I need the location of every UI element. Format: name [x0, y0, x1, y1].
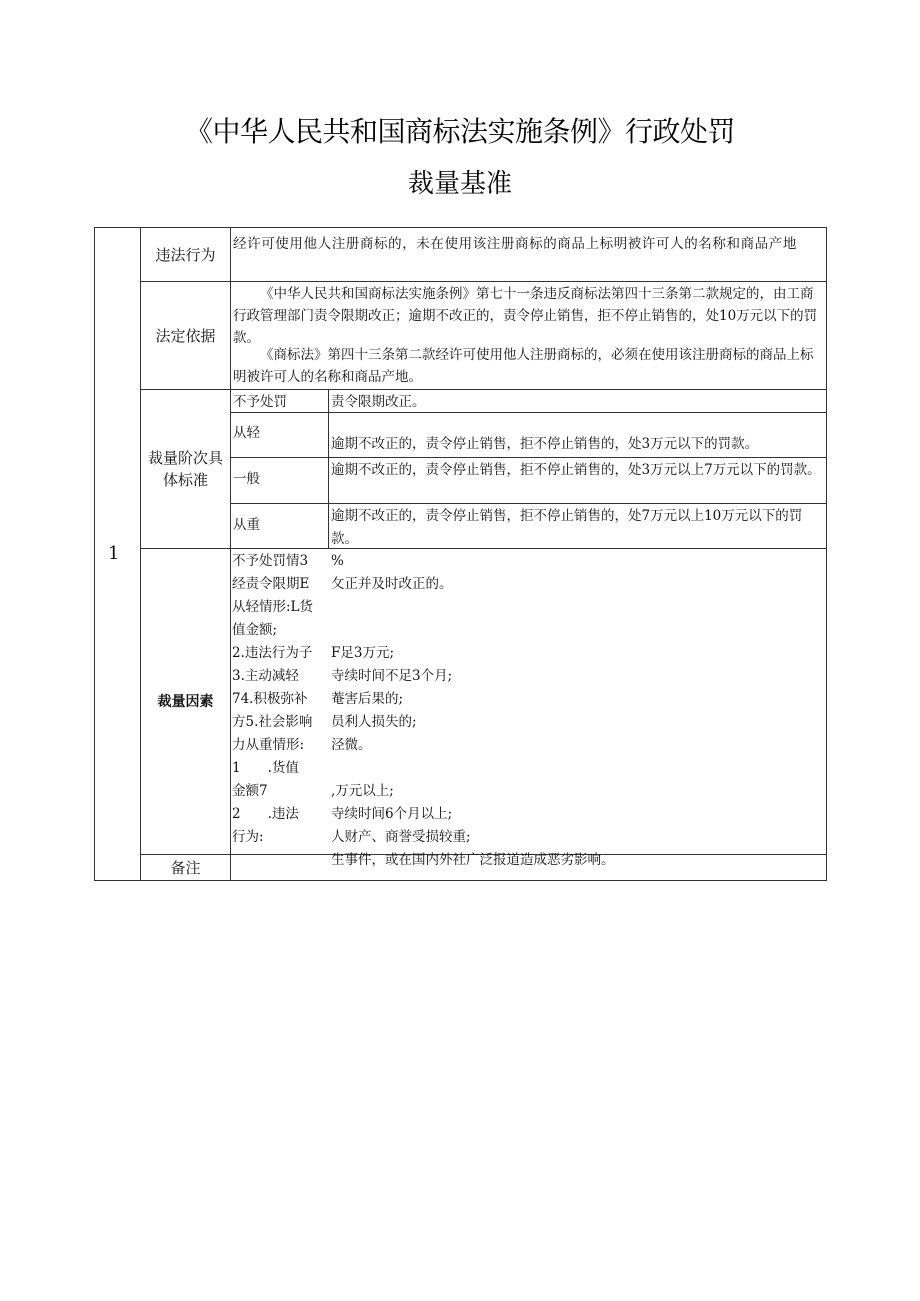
factor-left-line: 金额7: [232, 783, 268, 799]
factor-right-line: 攵正并及时改正的。: [331, 576, 453, 592]
factor-left-line: 力从重情形:: [232, 737, 305, 753]
table-border-right: [826, 227, 827, 881]
factors-left-column: [232, 550, 328, 853]
level-name: 从轻: [233, 425, 260, 441]
level-name: 不予处罚: [233, 394, 287, 410]
factor-right-line: [331, 757, 825, 780]
level-standard: 责令限期改正。: [331, 394, 426, 410]
factor-left-line: 行为:: [232, 829, 264, 845]
factor-left-line: 1 .货值: [232, 760, 299, 776]
row-divider-2: [140, 389, 827, 390]
violation-content: 经许可使用他人注册商标的，未在使用该注册商标的商品上标明被许可人的名称和商品产地: [233, 236, 797, 252]
factor-left-line: 2.违法行为子: [232, 645, 313, 661]
factor-left-line: 74.积极弥补: [232, 691, 308, 707]
factor-right-line: 生事件，或在国内外社广泛报道造成恶劣影响。: [331, 852, 615, 868]
column-divider-2: [230, 227, 231, 881]
discretion-levels-label: 裁量阶次具体标准: [147, 449, 223, 489]
remarks-content: [233, 856, 825, 879]
row-divider-level-1: [230, 412, 827, 413]
row-divider-level-3: [230, 503, 827, 504]
factor-left-line: 3.主动减轻: [232, 668, 299, 684]
legal-basis-paragraph-2: 《商标法》第四十三条第二款经许可使用他人注册商标的，必须在使用该注册商标的商品上标明被许可人的名称和商品产地。: [233, 347, 814, 385]
factor-left-line: 2 .违法: [232, 806, 299, 822]
violation-label: 违法行为: [155, 245, 216, 264]
factor-right-line: 寺续时间6个月以上;: [331, 806, 453, 822]
row-divider-1: [140, 281, 827, 282]
factors-right-column: [331, 550, 825, 868]
level-standard: 逾期不改正的，责令停止销售，拒不停止销售的，处3万元以下的罚款。: [331, 436, 759, 452]
table-border-left: [94, 227, 95, 881]
level-standard: 逾期不改正的，责令停止销售，拒不停止销售的，处7万元以上10万元以下的罚款。: [331, 508, 803, 547]
factor-right-line: [331, 596, 825, 619]
factor-right-line: 人财产、商誉受损较重;: [331, 829, 471, 845]
factor-right-line: 寺续时间不足3个月;: [331, 668, 453, 684]
table-border-bottom: [94, 880, 827, 881]
factor-right-line: %: [331, 553, 344, 569]
factor-left-line: 值金额;: [232, 622, 278, 638]
factor-left-line: 方5.社会影响: [232, 714, 313, 730]
factors-label: 裁量因素: [157, 693, 214, 710]
factor-left-line: 从轻情形:L货: [232, 599, 314, 615]
factor-right-line: F足3万元;: [331, 645, 395, 661]
row-divider-level-2: [230, 457, 827, 458]
remarks-label: 备注: [170, 858, 201, 877]
document-title-line1: 《中华人民共和国商标法实施条例》行政处罚: [184, 115, 735, 148]
row-number: 1: [108, 543, 120, 564]
factor-left-line: 经责令限期E: [232, 576, 310, 592]
legal-basis-paragraph-1: 《中华人民共和国商标法实施条例》第七十一条违反商标法第四十三条第二款规定的，由工商行政管理部门责令限期改正；逾期不改正的，责令停止销售，拒不停止销售的，处10万元以下的罚款。: [233, 286, 818, 346]
factor-right-line: [331, 619, 825, 642]
level-standard: 逾期不改正的，责令停止销售，拒不停止销售的，处3万元以上7万元以下的罚款。: [331, 462, 821, 478]
factor-right-line: 菴害后果的;: [331, 691, 404, 707]
factor-right-line: 员利人损失的;: [331, 714, 417, 730]
level-name: 从重: [233, 517, 260, 533]
document-title-line2: 裁量基准: [407, 169, 512, 199]
factor-left-line: 不予处罚情3: [232, 553, 309, 569]
level-name: 一般: [233, 471, 260, 487]
factor-right-line: 泾微。: [331, 737, 372, 753]
legal-basis-label: 法定依据: [155, 326, 216, 345]
column-divider-3: [328, 390, 329, 548]
factor-right-line: ,万元以上;: [331, 783, 394, 799]
